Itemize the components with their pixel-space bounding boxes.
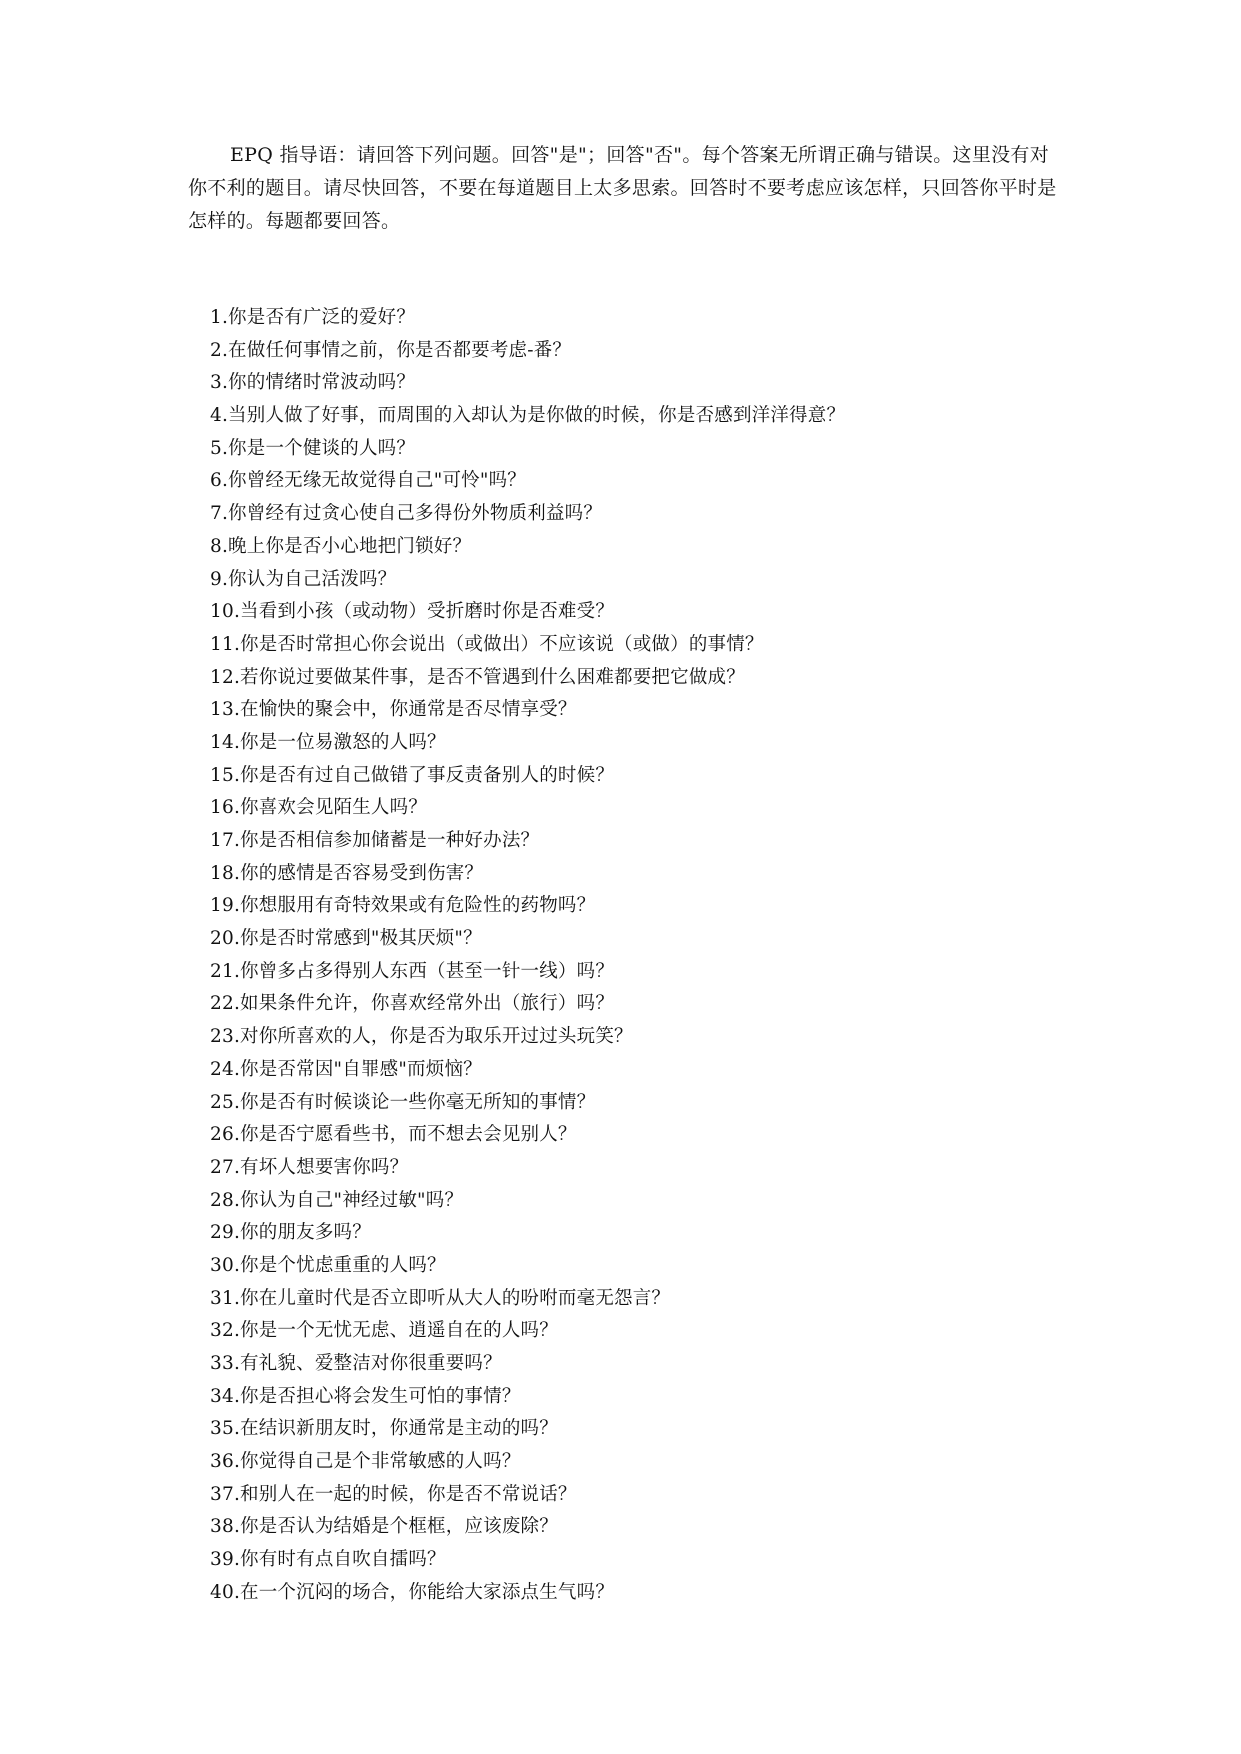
question-item: 9.你认为自己活泼吗？	[210, 568, 397, 590]
question-item: 36.你觉得自己是个非常敏感的人吗？	[210, 1451, 521, 1473]
question-item: 15.你是否有过自己做错了事反责备别人的时候？	[210, 764, 615, 786]
question-item: 11.你是否时常担心你会说出（或做出）不应该说（或做）的事情？	[210, 633, 764, 655]
question-item: 40.在一个沉闷的场合，你能给大家添点生气吗？	[210, 1581, 615, 1603]
question-item: 29.你的朋友多吗？	[210, 1222, 371, 1244]
question-item: 17.你是否相信参加储蓄是一种好办法？	[210, 830, 540, 851]
question-item: 31.你在儿童时代是否立即听从大人的吩咐而毫无怨言？	[210, 1287, 671, 1309]
question-item: 16.你喜欢会见陌生人吗？	[210, 797, 428, 819]
question-item: 3.你的情绪时常波动吗？	[210, 372, 416, 394]
question-item: 18.你的感情是否容易受到伤害？	[210, 862, 484, 884]
question-item: 14.你是一位易激怒的人吗？	[210, 731, 446, 753]
question-item: 21.你曾多占多得别人东西（甚至一针一线）吗？	[210, 960, 615, 982]
question-item: 34.你是否担心将会发生可怕的事情？	[210, 1385, 521, 1407]
question-item: 8.晚上你是否小心地把门锁好？	[210, 535, 472, 557]
question-item: 32.你是一个无忧无虑、逍遥自在的人吗？	[210, 1320, 558, 1342]
question-item: 35.在结识新朋友时，你通常是主动的吗？	[210, 1418, 558, 1440]
question-list	[210, 302, 845, 1610]
question-item: 6.你曾经无缘无故觉得自己"可怜"吗？	[210, 470, 526, 492]
question-item: 10.当看到小孩（或动物）受折磨时你是否难受？	[210, 601, 615, 623]
question-item: 39.你有时有点自吹自擂吗？	[210, 1549, 446, 1571]
question-item: 28.你认为自己"神经过敏"吗？	[210, 1189, 464, 1211]
question-item: 38.你是否认为结婚是个框框，应该废除？	[210, 1516, 558, 1538]
question-item: 19.你想服用有奇特效果或有危险性的药物吗？	[210, 895, 596, 917]
question-item: 4.当别人做了好事，而周围的入却认为是你做的时候，你是否感到洋洋得意？	[210, 405, 846, 427]
question-item: 22.如果条件允许，你喜欢经常外出（旅行）吗？	[210, 993, 615, 1015]
question-item: 23.对你所喜欢的人，你是否为取乐开过过头玩笑？	[210, 1026, 633, 1048]
question-item: 24.你是否常因"自罪感"而烦恼？	[210, 1058, 482, 1080]
question-item: 2.在做任何事情之前，你是否都要考虑-番？	[210, 339, 572, 361]
question-item: 26.你是否宁愿看些书，而不想去会见别人？	[210, 1124, 577, 1146]
question-item: 27.有坏人想要害你吗？	[210, 1156, 409, 1178]
question-item: 5.你是一个健谈的人吗？	[210, 437, 416, 459]
question-item: 20.你是否时常感到"极其厌烦"？	[210, 928, 482, 950]
question-item: 25.你是否有时候谈论一些你毫无所知的事情？	[210, 1091, 596, 1113]
question-item: 37.和别人在一起的时候，你是否不常说话？	[210, 1483, 577, 1505]
question-item: 7.你曾经有过贪心使自己多得份外物质利益吗？	[210, 503, 603, 525]
question-item: 12.若你说过要做某件事，是否不管遇到什么困难都要把它做成？	[210, 666, 745, 688]
question-item: 33.有礼貌、爱整洁对你很重要吗？	[210, 1353, 502, 1374]
instructions-paragraph: EPQ 指导语：请回答下列问题。回答"是"；回答"否"。每个答案无所谓正确与错误。这里没有对你不利的题目。请尽快回答，不要在每道题目上太多思索。回答时不要考虑应该怎样，只回答你平时是怎样的。每题都要回答。	[188, 144, 1057, 232]
question-item: 1.你是否有广泛的爱好？	[210, 307, 416, 328]
question-item: 30.你是个忧虑重重的人吗？	[210, 1254, 446, 1276]
question-item: 13.在愉快的聚会中，你通常是否尽情享受？	[210, 699, 577, 721]
